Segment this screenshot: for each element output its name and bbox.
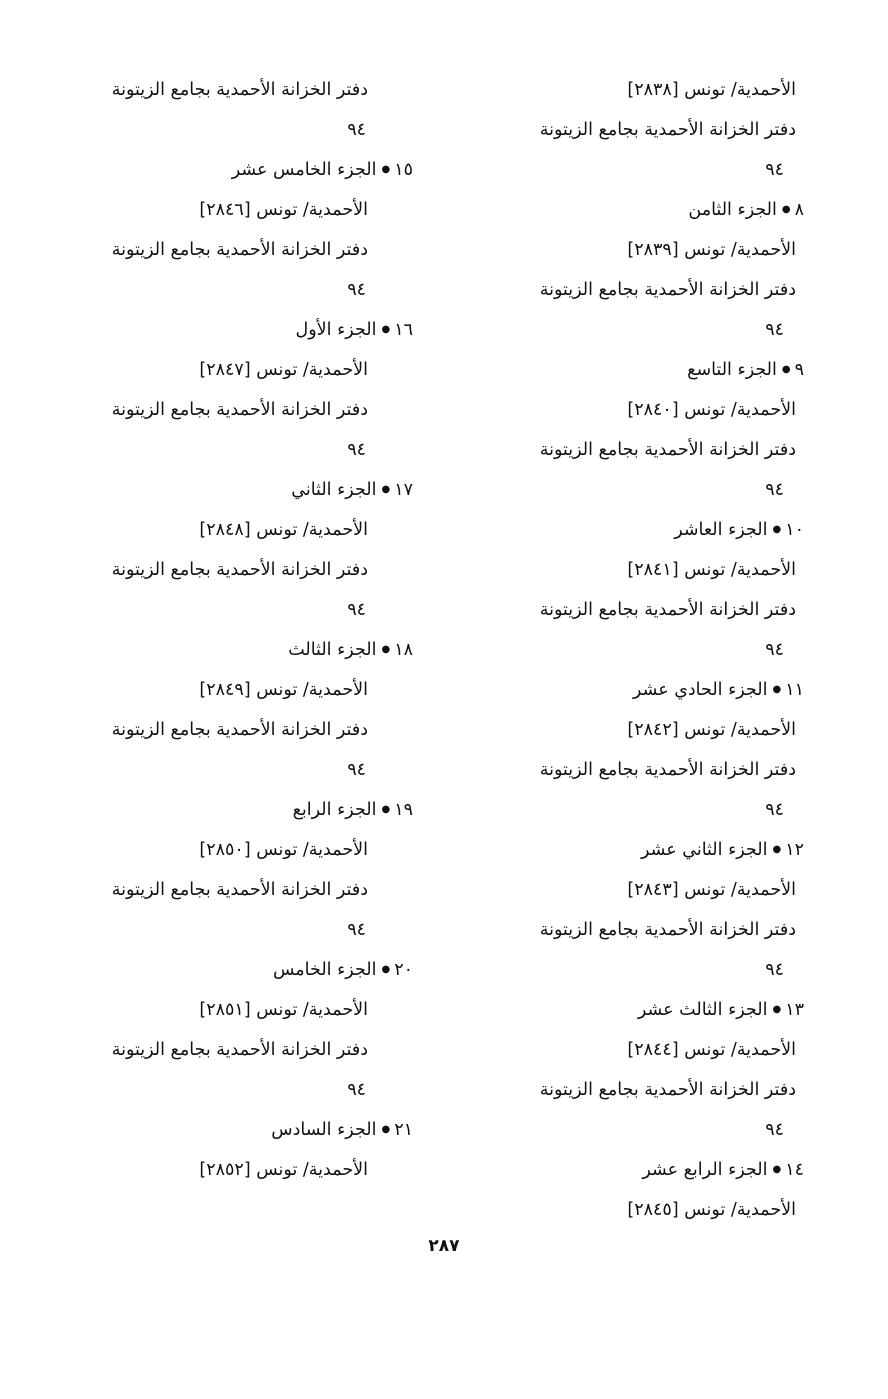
entry-reference-number: ٩٤ [347,440,366,460]
entry-note: دفتر الخزانة الأحمدية بجامع الزيتونة [111,1040,368,1060]
entry-note: دفتر الخزانة الأحمدية بجامع الزيتونة [539,600,796,620]
entry-source: الأحمدية/ تونس [٢٨٥٠] [199,840,368,860]
bullet-icon: ● [772,684,782,695]
bullet-icon: ● [381,1124,391,1135]
entry-heading [53,790,413,830]
entry-source: الأحمدية/ تونس [٢٨٤٧] [199,360,368,380]
entry-reference-number: ٩٤ [347,600,366,620]
entry-reference-number: ٩٤ [347,760,366,780]
entry-note: دفتر الخزانة الأحمدية بجامع الزيتونة [539,1080,796,1100]
entry-source: الأحمدية/ تونس [٢٨٤٩] [199,680,368,700]
entry-source: الأحمدية/ تونس [٢٨٤٤] [627,1040,796,1060]
entry-reference-number: ٩٤ [765,640,784,660]
entry-title: الجزء الخامس عشر [231,160,377,180]
entry-number: ١٣ [785,1000,804,1020]
entry-note: دفتر الخزانة الأحمدية بجامع الزيتونة [539,440,796,460]
entry-reference-number: ٩٤ [765,320,784,340]
entry-number: ١٤ [785,1160,804,1180]
bullet-icon: ● [381,484,391,495]
entry-reference-number: ٩٤ [347,120,366,140]
entry-title: الجزء الحادي عشر [632,680,768,700]
entry-heading [53,310,413,350]
entry-title: الجزء الخامس [273,960,377,980]
entry-source: الأحمدية/ تونس [٢٨٥١] [199,1000,368,1020]
entry-reference-number: ٩٤ [347,280,366,300]
entry-reference-number: ٩٤ [347,920,366,940]
entry-source: الأحمدية/ تونس [٢٨٥٢] [199,1160,368,1180]
entry-source: الأحمدية/ تونس [٢٨٤١] [627,560,796,580]
entry-number: ٩ [794,360,804,380]
entry-title: الجزء الثاني [291,480,377,500]
entry-heading [444,510,804,550]
bullet-icon: ● [381,964,391,975]
entry-heading [53,150,413,190]
entry-source: الأحمدية/ تونس [٢٨٣٩] [627,240,796,260]
entry-note: دفتر الخزانة الأحمدية بجامع الزيتونة [539,760,796,780]
entry-source: الأحمدية/ تونس [٢٨٤٢] [627,720,796,740]
entry-heading [53,630,413,670]
entry-heading [53,470,413,510]
right-column [436,70,804,1230]
bullet-icon: ● [781,364,791,375]
entry-title: الجزء الأول [295,320,377,340]
bullet-icon: ● [772,524,782,535]
bullet-icon: ● [381,644,391,655]
bullet-icon: ● [772,844,782,855]
entry-title: الجزء الثامن [688,200,777,220]
entry-number: ١٧ [394,480,413,500]
page-number: ٢٨٧ [428,1236,460,1256]
left-column [53,70,413,1190]
entry-source: الأحمدية/ تونس [٢٨٤٥] [627,1200,796,1220]
bullet-icon: ● [381,164,391,175]
entry-note: دفتر الخزانة الأحمدية بجامع الزيتونة [539,920,796,940]
bullet-icon: ● [772,1164,782,1175]
entry-heading [444,670,804,710]
entry-number: ٨ [794,200,804,220]
entry-reference-number: ٩٤ [347,1080,366,1100]
entry-note: دفتر الخزانة الأحمدية بجامع الزيتونة [111,240,368,260]
entry-title: الجزء الرابع [292,800,377,820]
entry-number: ١٥ [394,160,413,180]
entry-source: الأحمدية/ تونس [٢٨٣٨] [627,80,796,100]
entry-heading [53,950,413,990]
entry-source: الأحمدية/ تونس [٢٨٤٦] [199,200,368,220]
entry-note: دفتر الخزانة الأحمدية بجامع الزيتونة [111,80,368,100]
entry-note: دفتر الخزانة الأحمدية بجامع الزيتونة [539,120,796,140]
entry-title: الجزء التاسع [687,360,777,380]
entry-title: الجزء الثالث [288,640,377,660]
entry-number: ١٦ [394,320,413,340]
entry-note: دفتر الخزانة الأحمدية بجامع الزيتونة [539,280,796,300]
entry-title: الجزء الثاني عشر [640,840,768,860]
entry-number: ١٩ [394,800,413,820]
entry-number: ١٢ [785,840,804,860]
entry-heading [53,1110,413,1150]
entry-heading [444,190,804,230]
entry-note: دفتر الخزانة الأحمدية بجامع الزيتونة [111,400,368,420]
entry-title: الجزء السادس [271,1120,377,1140]
entry-number: ٢٠ [394,960,413,980]
bullet-icon: ● [381,324,391,335]
entry-number: ١٠ [785,520,804,540]
entry-number: ١٨ [394,640,413,660]
entry-source: الأحمدية/ تونس [٢٨٤٣] [627,880,796,900]
entry-reference-number: ٩٤ [765,800,784,820]
entry-number: ٢١ [394,1120,413,1140]
entry-heading [444,830,804,870]
bullet-icon: ● [772,1004,782,1015]
entry-heading [444,350,804,390]
entry-source: الأحمدية/ تونس [٢٨٤٨] [199,520,368,540]
entry-heading [444,1150,804,1190]
entry-reference-number: ٩٤ [765,1120,784,1140]
bullet-icon: ● [781,204,791,215]
entry-note: دفتر الخزانة الأحمدية بجامع الزيتونة [111,880,368,900]
entry-heading [444,990,804,1030]
entry-note: دفتر الخزانة الأحمدية بجامع الزيتونة [111,560,368,580]
entry-reference-number: ٩٤ [765,480,784,500]
entry-source: الأحمدية/ تونس [٢٨٤٠] [627,400,796,420]
entry-title: الجزء الثالث عشر [637,1000,768,1020]
bullet-icon: ● [381,804,391,815]
entry-reference-number: ٩٤ [765,960,784,980]
entry-title: الجزء الرابع عشر [642,1160,768,1180]
entry-number: ١١ [785,680,804,700]
entry-title: الجزء العاشر [674,520,768,540]
entry-note: دفتر الخزانة الأحمدية بجامع الزيتونة [111,720,368,740]
entry-reference-number: ٩٤ [765,160,784,180]
